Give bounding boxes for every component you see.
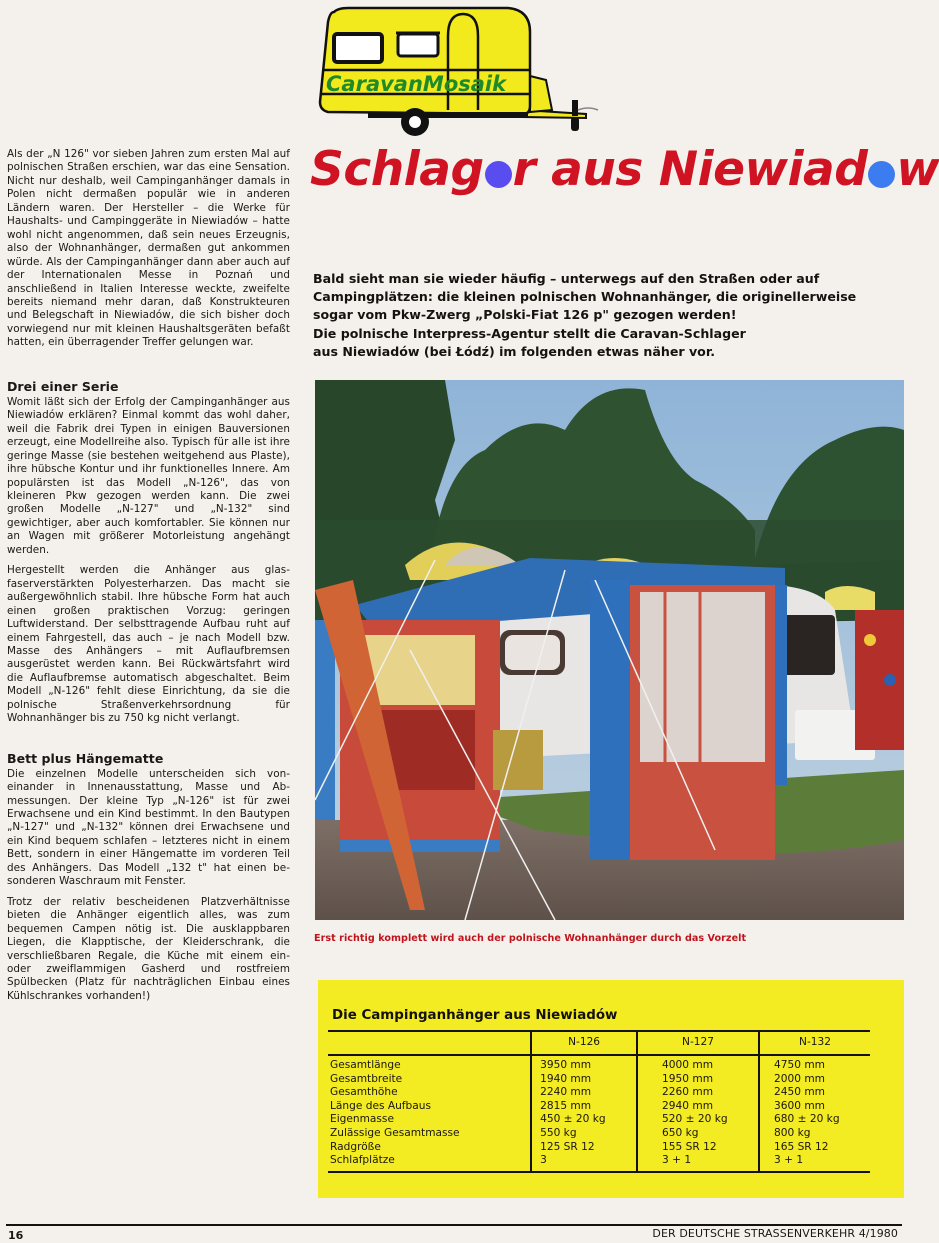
spec-label: Schlafplätze <box>328 1154 531 1172</box>
article-title <box>310 142 939 198</box>
spec-value-n-127: 2940 mm <box>637 1100 759 1114</box>
spec-label: Gesamthöhe <box>330 1086 398 1099</box>
section-heading: Bett plus Hängematte <box>7 750 164 766</box>
spec-value-n-127: 1950 mm <box>637 1073 759 1087</box>
spec-table-header-row <box>328 1031 870 1055</box>
header-cell-empty <box>328 1031 531 1055</box>
spec-value-n-126: 2815 mm <box>531 1100 637 1114</box>
spec-label: Eigenmasse <box>330 1113 394 1126</box>
caravan-icon <box>308 2 598 136</box>
spec-value-n-132: 165 SR 12 <box>759 1141 870 1155</box>
body-paragraph: Hergestellt werden die Anhänger aus glasfaserverstärkten Polyesterharzen. Das macht sie außergewöhnlich stabil. Ihre hübsche Form hat auch einen großen praktischen Vorzug: geringen Luftwiderstand. Der selbsttragende Aufbau ruht auf einem Fahrgestell, das auch – je nach Modell bzw. Masse des Anhängers – mit Auflaufbremsen ausgerüstet werden kann. Bei Rückwärtsfahrt wird die Auflaufbremse automatisch abgeschaltet. Beim Modell „N-126" fehlt diese Einrichtung, da sie die polnische Straßenverkehrsordnung für Wohnanhänger bis zu 750 kg nicht verlangt. <box>7 564 290 725</box>
body-paragraph: Trotz der relativ bescheidenen Platzverhältnisse bieten die Anhänger eigentlich alles, was zum bequemen Campen nötig ist. Die ausklappbaren Liegen, die Klapptische, der Kleiderschrank, die verschließbaren Regale, die Küche mit einem ein- oder zweiflammigen Gasherd und rostfreiem Spülbecken (Platz für nachträglichen Einbau eines Kühlschrankes vorhanden!) <box>7 895 290 1002</box>
spec-value-n-127: 2260 mm <box>637 1086 759 1100</box>
lead-paragraph: Bald sieht man sie wieder häufig – unterwegs auf den Straßen oder auf Campingplätzen: die kleinen polnischen Wohnanhänger, die originellerweise sogar vom Pkw-Zwerg „Polski-Fiat 126 p" gezogen werden! Die polnische Interpress-Agentur stellt die Caravan-Schlager aus Niewiadów (bei Łódź) im folgenden etwas näher vor. <box>313 271 857 359</box>
spec-value-n-126: 1940 mm <box>531 1073 637 1087</box>
section-bett-plus-haengematte <box>7 751 290 1004</box>
header-cell-n127: N-127 <box>637 1031 759 1055</box>
spec-table-row <box>328 1100 870 1114</box>
body-paragraph: Womit läßt sich der Erfolg der Campinganhänger aus Niewiadów erklären? Einmal kommt das wohl daher, weil die Fabrik drei Typen in einigen Bauversionen erzeugt, eine Modellreihe also. Typisch für alle ist ihre geringe Masse (sie bestehen weitgehend aus Plaste), ihre hübsche Kontur und ihr funktionelles Innere. Am populärsten ist das Modell „N-126", das von kleineren Pkw gezogen werden kann. Die zwei großen Modelle „N-127" und „N-132" sind gewichtiger, aber auch komfortabler. Sie können nur an Wagen mit größerer Motorleistung angehängt werden. <box>7 395 290 556</box>
logo-text: CaravanMosaik <box>326 72 507 96</box>
spec-value-n-132: 2450 mm <box>759 1086 870 1100</box>
spec-value-n-127: 650 kg <box>637 1127 759 1141</box>
title-part-3: w <box>896 142 939 197</box>
spec-value-n-126: 2240 mm <box>531 1086 637 1100</box>
title-part-2: r aus Niewiad <box>512 142 868 197</box>
body-paragraph: Die einzelnen Modelle unterscheiden sich voneinander in Innenausstattung, Masse und Abmessungen. Der kleine Typ „N-126" ist für zwei Erwachsene und ein Kind bestimmt. In den Bautypen „N-127" und „N-132" können drei Erwachsene und ein Kind bequem schlafen – letzteres nicht in einem Bett, sondern in einer Hängematte im vorderen Teil des Anhängers. Das Modell „132 t" hat einen besonderen Waschraum mit Fenster. <box>7 767 290 888</box>
spec-table-row <box>328 1113 870 1127</box>
spec-value-n-127: 3 + 1 <box>637 1154 759 1172</box>
spec-table-row <box>328 1127 870 1141</box>
spec-value-n-127: 4000 mm <box>637 1055 759 1073</box>
spec-label: Gesamtlänge <box>330 1059 401 1071</box>
spec-table-title: Die Campinganhänger aus Niewiadów <box>332 1008 618 1023</box>
spec-table-row <box>328 1073 870 1087</box>
spec-value-n-132: 4750 mm <box>759 1055 870 1073</box>
article-body <box>7 148 290 1003</box>
spec-value-n-126: 3 <box>531 1154 637 1172</box>
spec-value-n-127: 520 ± 20 kg <box>637 1113 759 1127</box>
header-cell-n126: N-126 <box>531 1031 637 1055</box>
intro-paragraph: Als der „N 126" vor sieben Jahren zum ersten Mal auf polnischen Straßen erschien, war das eine Sensation. Nicht nur deshalb, weil Campinganhänger damals in Polen nicht dermaßen populär wie in anderen Ländern waren. Der Hersteller – die Werke für Haushalts- und Campinggeräte in Niewiadów – hatte wohl nicht angenommen, daß sein neues Erzeugnis, also der Wohnanhänger, dermaßen gut ankommen würde. Als der Campinganhänger dann aber auch auf der Internationalen Messe in Poznań und anschließend in Italien Interesse weckte, zweifelte bereits niemand mehr daran, daß Konstrukteuren und Belegschaft in Niewiadów, die sich bisher doch vorwiegend nur mit kleinen Haushaltsgeräten befaßt hatten, ein überragender Treffer gelungen war. <box>7 148 290 349</box>
spec-label: Radgröße <box>330 1140 381 1153</box>
spec-table-row <box>328 1086 870 1100</box>
spec-value-n-132: 3600 mm <box>759 1100 870 1114</box>
campsite-photo <box>315 380 904 920</box>
spec-table-row <box>328 1055 870 1073</box>
spec-value-n-127: 155 SR 12 <box>637 1141 759 1155</box>
caravan-awning-photo-image <box>315 380 904 920</box>
page-number: 16 <box>8 1229 24 1242</box>
spec-value-n-126: 125 SR 12 <box>531 1141 637 1155</box>
journal-name: DER DEUTSCHE STRASSENVERKEHR 4/1980 <box>652 1227 898 1240</box>
spec-table-row <box>328 1154 870 1172</box>
spec-value-n-132: 3 + 1 <box>759 1154 870 1172</box>
blue-dot-o-icon <box>868 161 895 188</box>
title-part-1: Schlag <box>310 142 484 197</box>
spec-label: Gesamtbreite <box>330 1072 403 1085</box>
header-cell-n132: N-132 <box>759 1031 870 1055</box>
spec-value-n-126: 450 ± 20 kg <box>531 1113 637 1127</box>
caravan-mosaik-logo <box>308 2 598 136</box>
blue-dot-e-icon <box>485 161 512 188</box>
photo-caption: Erst richtig komplett wird auch der polnische Wohnanhänger durch das Vorzelt <box>314 933 747 944</box>
spec-label: Länge des Aufbaus <box>330 1099 431 1112</box>
spec-table-row <box>328 1141 870 1155</box>
spec-value-n-132: 680 ± 20 kg <box>759 1113 870 1127</box>
spec-table-box <box>318 980 904 1198</box>
spec-value-n-126: 550 kg <box>531 1127 637 1141</box>
spec-label: Zulässige Gesamtmasse <box>330 1126 460 1139</box>
section-heading: Drei einer Serie <box>7 378 119 394</box>
section-drei-einer-serie <box>7 379 290 726</box>
spec-value-n-126: 3950 mm <box>531 1055 637 1073</box>
spec-value-n-132: 2000 mm <box>759 1073 870 1087</box>
spec-table <box>328 1030 870 1173</box>
footer-divider <box>6 1224 902 1226</box>
spec-value-n-132: 800 kg <box>759 1127 870 1141</box>
